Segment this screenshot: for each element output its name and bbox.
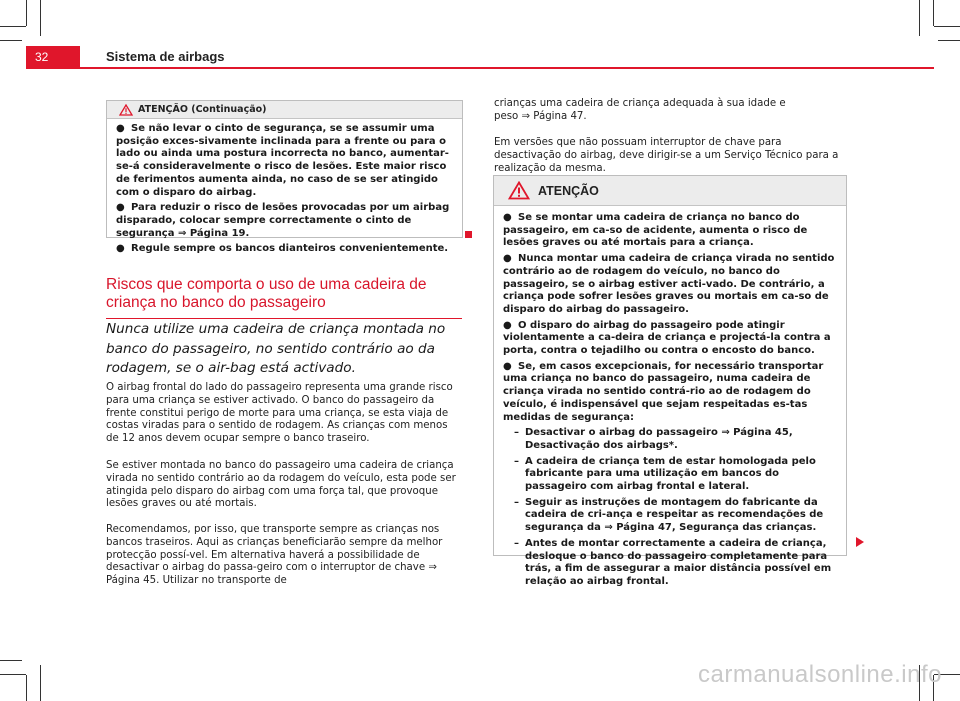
warning-box-header	[107, 101, 462, 119]
warning-box-title: ATENÇÃO	[538, 183, 599, 198]
section-lead: Nunca utilize uma cadeira de criança montada no banco do passageiro, no sentido contrário ao da rodagem, se o air-bag está activado.	[106, 321, 446, 376]
warning-box	[493, 175, 847, 587]
warning-item: ● Se se montar uma cadeira de criança no banco do passageiro, em ca-so de acidente, aumenta o risco de lesões graves ou até mortais para a criança.	[503, 212, 808, 249]
bullet-icon: ●	[116, 243, 125, 255]
bullet-icon: ●	[503, 253, 512, 265]
crop-mark	[934, 26, 960, 27]
header-rule	[26, 67, 934, 69]
bullet-icon: ●	[503, 319, 512, 331]
dash-icon: –	[514, 537, 519, 549]
continue-arrow-icon[interactable]	[855, 536, 865, 548]
body-paragraph: crianças uma cadeira de criança adequada à sua idade e peso ⇒ Página 47.	[494, 98, 786, 122]
page-number: 32	[26, 46, 80, 68]
crop-mark	[26, 0, 27, 26]
body-paragraph: O airbag frontal do lado do passageiro representa uma grande risco para uma criança se estiver activado. O banco do passageiro da frente constitui perigo de morte para uma criança, se esta viaja de costas viradas para o sentido de rodagem. As crianças com menos de 12 anos devem ocupar sempre o banco traseiro.	[106, 382, 453, 445]
body-paragraph: Se estiver montada no banco do passageiro uma cadeira de criança virada no sentido contrário ao da rodagem do veículo, esta pode ser atingida pelo disparo do airbag com uma força tal, que provoque lesões graves ou até mortais.	[106, 460, 456, 510]
crop-mark	[40, 0, 41, 36]
warning-item: ● O disparo do airbag do passageiro pode atingir violentamente a ca-deira de criança e projectá-la contra a porta, contra o tejadilho ou contra o encosto do banco.	[503, 319, 831, 357]
watermark: carmanualsonline.info	[698, 661, 942, 688]
warning-box-continued	[106, 100, 463, 255]
crop-mark	[26, 675, 27, 701]
warning-box-title: ATENÇÃO (Continuação)	[138, 104, 267, 115]
warning-item: ● Para reduzir o risco de lesões provocadas por um airbag disparado, colocar sempre correctamente o cinto de segurança ⇒ Página 19.	[116, 202, 450, 239]
dash-icon: –	[514, 427, 519, 439]
warning-item: ● Regule sempre os bancos dianteiros convenientemente.	[116, 243, 449, 255]
crop-mark	[938, 40, 960, 41]
section-title: Riscos que comporta o uso de uma cadeira de criança no banco do passageiro	[106, 276, 462, 319]
body-paragraph: Em versões que não possuam interruptor de chave para desactivação do airbag, deve dirigir-se a um Serviço Técnico para a realização da mesma.	[494, 137, 839, 174]
warning-box-header	[494, 176, 846, 206]
warning-subitem: – Seguir as instruções de montagem do fabricante da cadeira de cri-ança e respeitar as recomendações de segurança da ⇒ Página 47, Segurança das crianças.	[514, 496, 824, 534]
bullet-icon: ●	[503, 212, 512, 223]
warning-subitem: – Desactivar o airbag do passageiro ⇒ Página 45, Desactivação dos airbags*.	[514, 427, 793, 451]
crop-mark	[40, 665, 41, 701]
dash-icon: –	[514, 496, 519, 508]
section-end-marker	[465, 231, 472, 238]
crop-mark	[0, 26, 26, 27]
warning-item: ● Nunca montar uma cadeira de criança virada no sentido contrário ao de rodagem do veículo, no banco do passageiro, se o airbag estiver acti-vado. De contrário, a criança pode sofrer lesões graves ou mortais em ca-so de disparo do airbag do passageiro.	[503, 253, 835, 315]
crop-mark	[933, 0, 934, 26]
dash-icon: –	[514, 455, 519, 467]
crop-mark	[0, 40, 22, 41]
warning-subitem: – Antes de montar correctamente a cadeira de criança, desloque o banco do passageiro completamente para trás, a fim de assegurar a maior distância possível em relação ao airbag frontal.	[514, 537, 832, 587]
warning-subitem: – A cadeira de criança tem de estar homologada pelo fabricante para uma utilização em bancos do passageiro com airbag frontal e lateral.	[514, 455, 816, 493]
crop-mark	[0, 660, 22, 661]
page-title: Sistema de airbags	[106, 49, 225, 64]
warning-item: ● Se, em casos excepcionais, for necessário transportar uma criança no banco do passageiro, numa cadeira de criança virada no sentido contrá-rio ao de rodagem do veículo, é indispensável que sejam respeitadas es-tas medidas de segurança:	[503, 360, 824, 423]
crop-mark	[919, 0, 920, 36]
bullet-icon: ●	[503, 360, 512, 372]
bullet-icon: ●	[116, 202, 125, 214]
warning-item: ● Se não levar o cinto de segurança, se se assumir uma posição exces-sivamente inclinada para a frente ou para o lado ou ainda uma postura incorrecta no banco, aumentar-se-á consideravelmente o risco de lesões. Este maior risco de ferimentos aumenta ainda, no caso de se ser atingido com o disparo do airbag.	[116, 123, 449, 198]
bullet-icon: ●	[116, 123, 125, 134]
warning-triangle-icon	[119, 104, 133, 116]
crop-mark	[0, 674, 26, 675]
warning-triangle-icon	[508, 181, 530, 200]
body-paragraph: Recomendamos, por isso, que transporte sempre as crianças nos bancos traseiros. Aqui as crianças beneficiarão sempre da melhor protecção possí-vel. Em alternativa haverá a possibilidade de desactivar o airbag do passa-geiro com o interruptor de chave ⇒ Página 45. Utilizar no transporte de	[106, 524, 443, 587]
